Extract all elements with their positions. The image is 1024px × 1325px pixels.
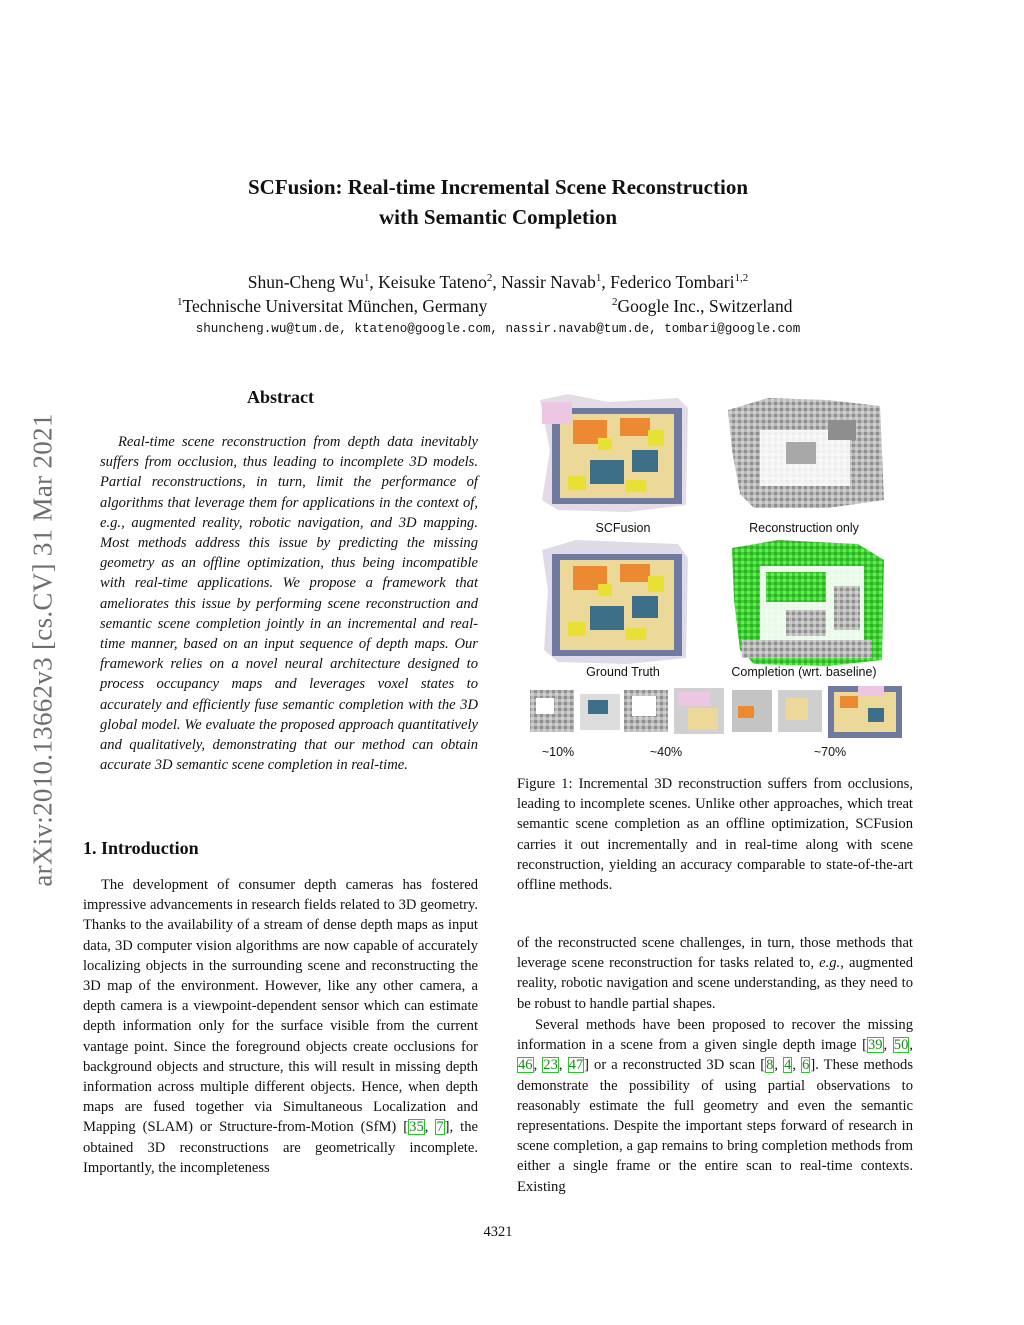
label-ground-truth: Ground Truth — [586, 665, 660, 679]
paper-title — [0, 172, 996, 232]
affiliation-tum: Technische Universitat München, Germany — [182, 296, 488, 316]
citation-link[interactable]: 6 — [802, 1057, 810, 1074]
author-name: Shun-Cheng Wu — [247, 272, 364, 292]
citation-link[interactable]: 23 — [543, 1057, 558, 1074]
author-emails: shuncheng.wu@tum.de, ktateno@google.com, nassir.navab@tum.de, tombari@google.com — [195, 322, 801, 336]
incremental-strip — [530, 686, 902, 738]
label-reconstruction-only: Reconstruction only — [749, 521, 859, 535]
citation-link[interactable]: 50 — [893, 1037, 909, 1054]
intro-paragraph-2: of the reconstructed scene challenges, in turn, those methods that leverage scene reconstruction for tasks related to, e.g., augmented reality, robotic navigation and scene understanding, as they need to be robust to handle partial shapes. — [517, 935, 914, 1012]
abstract-text: Real-time scene reconstruction from depth data inevitably suffers from occlusion, thus leading to incomplete 3D models. Partial reconstructions, in turn, limit the performance of algorithms that leverage them for applications in the context of, e.g., augmented reality, robotic navigation, and 3D mapping. Most methods address this issue by predicting the missing geometry as an offline optimization, thus being incompatible with real-time applications. We propose a framework that ameliorates this issue by performing scene reconstruction and semantic scene completion jointly in an incremental and real-time manner, based on an input sequence of depth maps. Our framework relies on a novel neural architecture designed to process occupancy maps and leverages voxel states to accurately and efficiently fuse semantic completion with the 3D global model. We evaluate the proposed approach quantitatively and qualitatively, demonstrating that our method can obtain accurate 3D semantic scene completion in real-time. — [100, 434, 478, 774]
arxiv-stamp — [28, 355, 58, 945]
affiliation-google: Google Inc., Switzerland — [617, 296, 793, 316]
author-name: Federico Tombari — [610, 272, 735, 292]
author-affil: 1 — [595, 272, 602, 285]
page-number: 4321 — [483, 1224, 513, 1240]
citation-link[interactable]: 8 — [766, 1057, 774, 1074]
intro-heading: 1. Introduction — [83, 838, 199, 858]
completion-scene — [732, 540, 884, 666]
figure-1 — [528, 390, 908, 762]
arxiv-id: arXiv:2010.13662v3 [cs.CV] 31 Mar 2021 — [27, 413, 58, 887]
author-list: Shun-Cheng Wu$^1$, Keisuke Tateno$^2$, Nassir Navab$^1$, Federico Tombari$^{1,2}$ — [247, 272, 749, 292]
abstract-heading: Abstract — [247, 387, 314, 407]
intro-paragraph-1: The development of consumer depth cameras has fostered impressive advancements in research fields related to 3D geometry. Thanks to the availability of a stream of dense depth maps as input data, 3D computer vision algorithms are now capable of accurately localizing objects in the surrounding scene and reconstructing the 3D map of the environment. However, like any other camera, a depth camera is a viewpoint-dependent sensor which can estimate depth information only for the surface visible from the current vantage point. Since the foreground objects create occlusions for background objects and structure, this will result in missing depth information across multiple different objects. Hence, when depth maps are fused together via Simultaneous Localization and Mapping (SLAM) or Structure-from-Motion (SfM) [35, 7], the obtained 3D reconstructions are geometrically incomplete. Importantly, the incompleteness — [83, 877, 478, 1176]
citation-link[interactable]: 4 — [784, 1057, 792, 1074]
author-affil: 1,2 — [734, 272, 749, 285]
intro-paragraph-3: Several methods have been proposed to recover the missing information in a scene from a given single depth image [39, 50, 46, 23, 47] or a reconstructed 3D scan [8, 4, 6]. These methods demonstrate the possibility of using partial observations to reasonably estimate the full geometry and even the semantic representations. Despite the important steps forward of research in scene completion, a gap remains to bring completion methods from either a single frame or the entire scan to real-time contexts. Existing — [517, 1017, 914, 1195]
affil-num: 1 — [177, 296, 183, 309]
title-line-1: SCFusion: Real-time Incremental Scene Reconstruction — [247, 175, 749, 199]
affil-num: 2 — [612, 296, 618, 309]
author-affil: 1 — [363, 272, 370, 285]
label-40-percent: ~40% — [649, 745, 683, 759]
citation-link[interactable]: 7 — [436, 1119, 444, 1136]
citation-link[interactable]: 35 — [409, 1119, 424, 1136]
label-completion: Completion (wrt. baseline) — [731, 665, 877, 679]
reconstruction-only-scene — [728, 398, 884, 508]
figure-1-caption: Figure 1: Incremental 3D reconstruction suffers from occlusions, leading to incomplete scenes. Unlike other approaches, which treat semantic scene completion as an offline optimization, SCFusion carries it out incrementally and in real-time along with scene reconstruction, yielding an accuracy comparable to state-of-the-art offline methods. — [517, 776, 913, 894]
author-name: Nassir Navab — [501, 272, 596, 292]
label-70-percent: ~70% — [813, 745, 847, 759]
citation-link[interactable]: 46 — [518, 1057, 533, 1074]
author-name: Keisuke Tateno — [378, 272, 487, 292]
label-scfusion: SCFusion — [595, 521, 651, 535]
title-line-2: with Semantic Completion — [379, 205, 617, 229]
scfusion-scene — [540, 394, 688, 512]
label-10-percent: ~10% — [541, 745, 575, 759]
citation-link[interactable]: 47 — [568, 1057, 584, 1074]
figure-1-illustration — [528, 390, 908, 762]
citation-link[interactable]: 39 — [867, 1037, 883, 1054]
author-affil: 2 — [486, 272, 493, 285]
ground-truth-scene — [542, 540, 688, 664]
